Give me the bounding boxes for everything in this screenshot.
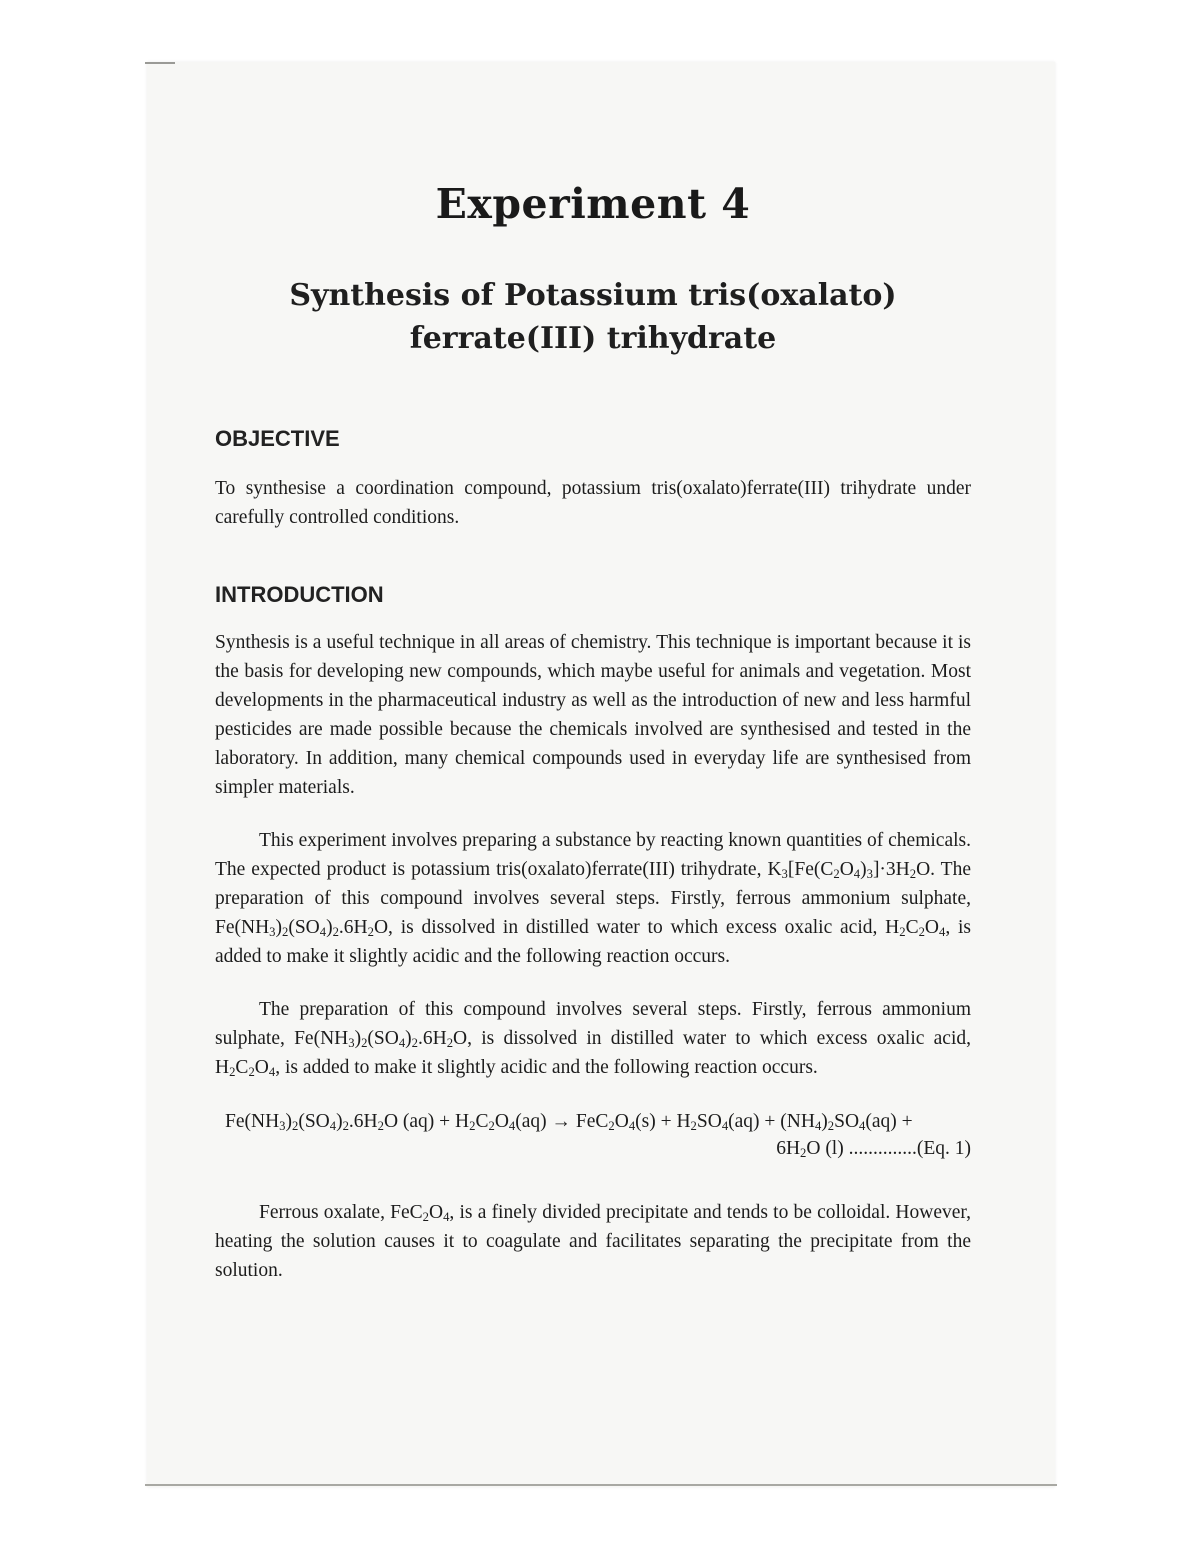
p2-sub: 3 [866, 867, 873, 882]
eq-sub: 2 [488, 1119, 495, 1134]
eq-sub: 4 [628, 1119, 636, 1134]
eq-sub: 4 [329, 1119, 337, 1134]
p4-sub: 4 [443, 1210, 450, 1225]
p3-text: ) [354, 1028, 362, 1049]
p2-sub: 2 [282, 925, 289, 940]
p2-text: ) [275, 917, 282, 938]
eq-text: ) [285, 1111, 292, 1132]
p2-text: [Fe(C [787, 859, 834, 880]
p2-text: O. The preparation of this compound involves several steps. Firstly, ferrous ammonium sulphate, Fe(NH [215, 859, 971, 938]
p3-text: ) [405, 1028, 412, 1049]
p4-text: O [429, 1202, 444, 1223]
chemical-equation [215, 1108, 971, 1162]
eq-text: ) [821, 1111, 828, 1132]
intro-paragraph-3 [215, 995, 971, 1082]
eq-text: O [614, 1111, 629, 1132]
p2-text: , is added to make it slightly acidic and the following reaction occurs. [215, 917, 972, 967]
p3-sub: 2 [361, 1036, 368, 1051]
intro-paragraph-4 [215, 1198, 971, 1285]
p3-text: , is added to make it slightly acidic and the following reaction occurs. [275, 1057, 818, 1078]
experiment-subtitle [215, 274, 971, 360]
eq-sub: 4 [508, 1119, 516, 1134]
subtitle-line-1: Synthesis of Potassium tris(oxalato) [289, 278, 897, 313]
p2-sub: 4 [939, 925, 946, 940]
p2-text: O, is dissolved in distilled water to which excess oxalic acid, H [373, 917, 900, 938]
p3-text: O, is dissolved in distilled water to which excess oxalic acid, H [215, 1028, 971, 1078]
p2-sub: 2 [833, 867, 840, 882]
p3-text: The preparation of this compound involves several steps. Firstly, ferrous ammonium sulphate, Fe(NH [215, 999, 971, 1049]
p2-text: C [905, 917, 919, 938]
p2-sub: 3 [269, 925, 276, 940]
eq-text: ) [336, 1111, 343, 1132]
p3-sub: 4 [268, 1065, 276, 1080]
p4-text: Ferrous oxalate, FeC [259, 1202, 423, 1223]
p2-sub: 2 [899, 925, 906, 940]
eq-sub: 4 [721, 1119, 729, 1134]
eq-text: (aq) → FeC [515, 1111, 609, 1132]
p2-sub: 4 [853, 867, 861, 882]
p3-text: (SO [367, 1028, 399, 1049]
eq-text: 6H [776, 1138, 801, 1159]
eq-sub: 2 [827, 1119, 835, 1134]
p2-text: O [839, 859, 854, 880]
experiment-title: Experiment 4 [435, 180, 751, 228]
eq-text: SO [834, 1111, 860, 1132]
p2-sub: 2 [918, 925, 925, 940]
eq-sub: 2 [690, 1119, 697, 1134]
eq-text: SO [696, 1111, 722, 1132]
eq-sub: 2 [469, 1119, 476, 1134]
objective-text: To synthesise a coordination compound, potassium tris(oxalato)ferrate(III) trihydrate under carefully controlled conditions. [215, 478, 971, 528]
p3-sub: 4 [398, 1036, 406, 1051]
p3-text: .6H [417, 1028, 447, 1049]
p2-text: (SO [288, 917, 320, 938]
equation-line-1 [215, 1108, 971, 1135]
eq-text: O (l) ..............(Eq. 1) [806, 1138, 971, 1159]
equation-line-2 [215, 1135, 971, 1162]
p2-sub: 4 [319, 925, 327, 940]
intro-paragraph-1: Synthesis is a useful technique in all areas of chemistry. This technique is important because it is the basis for developing new compounds, which maybe useful for animals and vegetation. Most developments in the pharmaceutical industry as well as the introduction of new and less harmful pesticides are made possible because the chemicals involved are synthesised and tested in the laboratory. In addition, many chemical compounds used in everyday life are synthesised from simpler materials. [215, 632, 971, 798]
p3-sub: 2 [229, 1065, 236, 1080]
p2-text: .6H [338, 917, 368, 938]
p4-sub: 2 [422, 1210, 429, 1225]
page-content [215, 180, 971, 1285]
eq-text: O (aq) + H [383, 1111, 470, 1132]
eq-text: C [475, 1111, 489, 1132]
p3-text: C [235, 1057, 249, 1078]
p2-text: O [924, 917, 940, 938]
eq-sub: 2 [377, 1119, 384, 1134]
p2-sub: 2 [367, 925, 374, 940]
eq-sub: 2 [800, 1146, 807, 1161]
p3-sub: 2 [446, 1036, 454, 1051]
eq-text: (SO [298, 1111, 330, 1132]
intro-paragraph-2 [215, 826, 971, 971]
p4-text: , is a finely divided precipitate and tends to be colloidal. However, heating the solution causes it to coagulate and facilitates separating the precipitate from the solution. [215, 1202, 971, 1281]
p2-text: This experiment involves preparing a substance by reacting known quantities of chemicals. The expected product is potassium tris(oxalato)ferrate(III) trihydrate, K [215, 830, 971, 880]
eq-sub: 3 [279, 1119, 286, 1134]
p3-text: O [254, 1057, 269, 1078]
page-edge-bottom [145, 1484, 1057, 1486]
eq-sub: 4 [814, 1119, 822, 1134]
eq-sub: 2 [292, 1119, 299, 1134]
page-edge-top [145, 62, 175, 64]
p2-sub: 3 [781, 867, 788, 882]
p3-sub: 3 [348, 1036, 355, 1051]
subtitle-line-2: ferrate(III) trihydrate [409, 321, 777, 356]
eq-sub: 4 [859, 1119, 866, 1134]
eq-text: (aq) + (NH [728, 1111, 815, 1132]
objective-heading: OBJECTIVE [215, 426, 340, 451]
p3-sub: 2 [248, 1065, 255, 1080]
eq-text: O [494, 1111, 509, 1132]
p2-sub: 2 [909, 867, 917, 882]
eq-text: (s) + H [635, 1111, 691, 1132]
p2-text: ]·3H [872, 859, 910, 880]
introduction-heading: INTRODUCTION [215, 582, 384, 607]
eq-text: .6H [348, 1111, 378, 1132]
eq-text: (aq) + [865, 1111, 913, 1132]
p2-text: ) [326, 917, 333, 938]
p2-text: ) [860, 859, 867, 880]
eq-text: Fe(NH [225, 1111, 280, 1132]
eq-sub: 2 [342, 1119, 349, 1134]
p2-sub: 2 [332, 925, 339, 940]
p3-sub: 2 [411, 1036, 418, 1051]
eq-sub: 2 [608, 1119, 615, 1134]
